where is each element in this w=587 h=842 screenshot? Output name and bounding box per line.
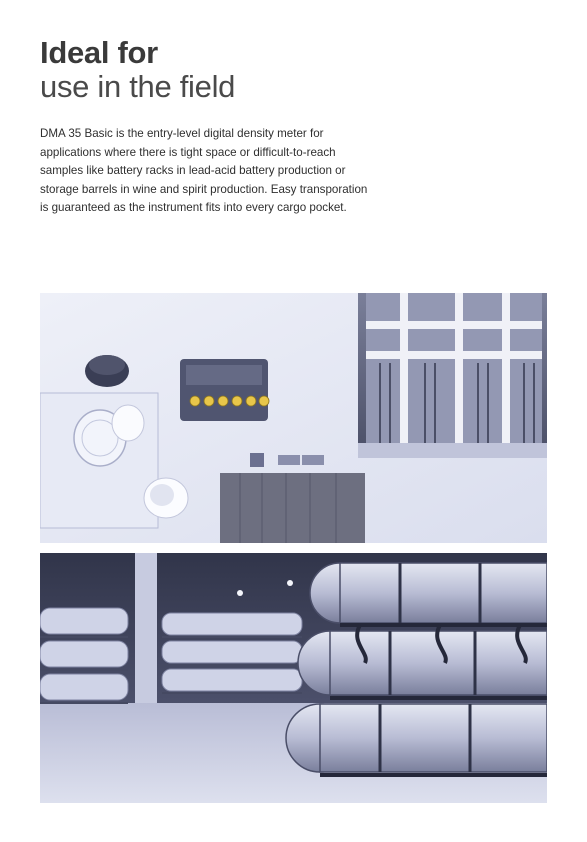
intro-paragraph: DMA 35 Basic is the entry-level digital density meter for applications where there is tight space or difficult-to-reach samples like battery racks in lead-acid battery production or storage barrels in wine and spirit production. Easy transporation is guaranteed as the instrument fits into every cargo pocket. [40,127,368,214]
barrel-warehouse-photo [40,553,547,803]
battery-components-photo [40,293,547,543]
heading-line-bold: Ideal for [40,35,158,70]
page-heading [40,36,235,104]
heading-line-light: use in the field [40,69,236,104]
